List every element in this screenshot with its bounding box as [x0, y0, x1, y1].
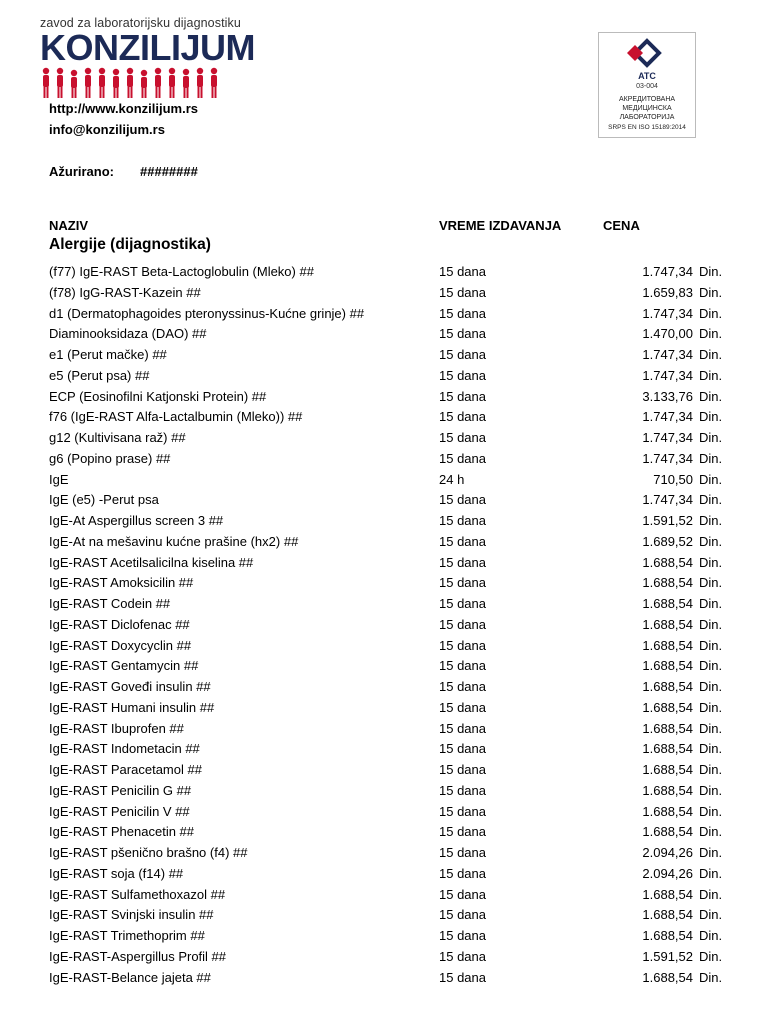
accreditation-badge	[598, 32, 696, 138]
currency: Din.	[699, 658, 723, 674]
table-row	[0, 366, 768, 387]
price: 1.688,54	[642, 762, 693, 777]
price: 1.470,00	[642, 326, 693, 342]
price: 1.688,54	[642, 616, 693, 632]
currency: Din.	[699, 450, 723, 466]
email-link[interactable]: info@konzilijum.rs	[49, 122, 165, 137]
turnaround-time: 15 dana	[439, 658, 486, 674]
cert-line-3: ЛАБОРАТОРИЈА	[619, 114, 675, 121]
price: 1.688,54	[642, 928, 693, 943]
test-name: IgE-RAST Trimethoprim ##	[49, 928, 205, 943]
table-row	[0, 677, 768, 698]
table-row	[0, 719, 768, 740]
test-name: (f78) IgG-RAST-Kazein ##	[49, 284, 201, 300]
turnaround-time: 15 dana	[439, 865, 486, 881]
test-name: IgE-At na mešavinu kućne prašine (hx2) ##	[49, 533, 299, 549]
test-name: IgE-RAST Penicilin V ##	[49, 803, 190, 819]
test-name: d1 (Dermatophagoides pteronyssinus-Kućne grinje) ##	[49, 305, 365, 321]
table-row	[0, 553, 768, 574]
test-name: IgE-RAST Doxycyclin ##	[49, 637, 192, 653]
price: 1.688,54	[642, 699, 693, 715]
table-row	[0, 345, 768, 366]
turnaround-time: 15 dana	[439, 513, 486, 528]
test-name: g12 (Kultivisana raž) ##	[49, 430, 186, 445]
website-link[interactable]: http://www.konzilijum.rs	[49, 101, 199, 116]
updated-value: ########	[140, 164, 198, 179]
test-name: IgE (e5) -Perut psa	[49, 492, 159, 508]
currency: Din.	[699, 969, 723, 985]
price: 1.689,52	[642, 533, 693, 549]
currency: Din.	[699, 575, 723, 591]
currency: Din.	[699, 720, 723, 736]
price: 1.688,54	[642, 907, 693, 923]
currency: Din.	[699, 430, 723, 445]
turnaround-time: 15 dana	[439, 782, 486, 798]
table-row	[0, 843, 768, 864]
price: 1.688,54	[642, 782, 693, 798]
turnaround-time: 15 dana	[439, 679, 486, 694]
currency: Din.	[699, 616, 723, 632]
table-row	[0, 926, 768, 947]
price: 1.688,54	[642, 803, 693, 819]
cert-line-2: МЕДИЦИНСКА	[622, 105, 672, 112]
test-name: IgE-RAST-Belance jajeta ##	[49, 969, 211, 985]
currency: Din.	[699, 762, 723, 777]
currency: Din.	[699, 679, 723, 694]
turnaround-time: 15 dana	[439, 824, 486, 840]
price: 1.747,34	[642, 347, 693, 362]
turnaround-time: 15 dana	[439, 430, 486, 445]
test-name: IgE-RAST Goveđi insulin ##	[49, 679, 211, 694]
table-row	[0, 885, 768, 906]
currency: Din.	[699, 782, 723, 798]
currency: Din.	[699, 741, 723, 757]
table-row	[0, 449, 768, 470]
table-row	[0, 656, 768, 677]
currency: Din.	[699, 533, 723, 549]
table-row	[0, 511, 768, 532]
price: 2.094,26	[642, 845, 693, 860]
test-name: IgE-At Aspergillus screen 3 ##	[49, 513, 224, 528]
price: 710,50	[653, 471, 693, 487]
cert-number: 03-004	[636, 83, 658, 90]
table-row	[0, 739, 768, 760]
test-name: IgE-RAST Penicilin G ##	[49, 782, 192, 798]
turnaround-time: 15 dana	[439, 928, 486, 943]
test-name: IgE-RAST Humani insulin ##	[49, 699, 215, 715]
table-row	[0, 905, 768, 926]
turnaround-time: 15 dana	[439, 554, 486, 570]
turnaround-time: 15 dana	[439, 886, 486, 902]
table-row	[0, 760, 768, 781]
table-row	[0, 947, 768, 968]
currency: Din.	[699, 637, 723, 653]
currency: Din.	[699, 948, 723, 964]
price: 1.688,54	[642, 596, 693, 611]
table-row	[0, 532, 768, 553]
test-name: IgE-RAST Paracetamol ##	[49, 762, 202, 777]
price: 1.747,34	[642, 367, 693, 383]
table-row	[0, 573, 768, 594]
brand-logo	[40, 16, 255, 100]
currency: Din.	[699, 264, 723, 279]
currency: Din.	[699, 845, 723, 860]
currency: Din.	[699, 367, 723, 383]
table-row	[0, 802, 768, 823]
currency: Din.	[699, 492, 723, 508]
price: 1.688,54	[642, 824, 693, 840]
table-row	[0, 636, 768, 657]
price: 1.688,54	[642, 741, 693, 757]
updated-label: Ažurirano:	[49, 164, 114, 179]
atc-logo-icon	[599, 35, 695, 75]
test-name: IgE-RAST Diclofenac ##	[49, 616, 190, 632]
turnaround-time: 15 dana	[439, 907, 486, 923]
turnaround-time: 15 dana	[439, 305, 486, 321]
turnaround-time: 15 dana	[439, 367, 486, 383]
table-row	[0, 324, 768, 345]
column-header-price: CENA	[603, 218, 640, 233]
price: 1.688,54	[642, 969, 693, 985]
turnaround-time: 15 dana	[439, 762, 486, 777]
turnaround-time: 15 dana	[439, 741, 486, 757]
price: 1.688,54	[642, 658, 693, 674]
price: 1.688,54	[642, 637, 693, 653]
turnaround-time: 15 dana	[439, 803, 486, 819]
table-row	[0, 968, 768, 989]
turnaround-time: 15 dana	[439, 409, 486, 425]
turnaround-time: 15 dana	[439, 492, 486, 508]
table-row	[0, 822, 768, 843]
logo-wordmark: KONZILIJUM	[40, 27, 255, 68]
table-row	[0, 283, 768, 304]
price: 2.094,26	[642, 865, 693, 881]
price: 1.747,34	[642, 492, 693, 508]
turnaround-time: 15 dana	[439, 616, 486, 632]
turnaround-time: 15 dana	[439, 637, 486, 653]
turnaround-time: 15 dana	[439, 284, 486, 300]
currency: Din.	[699, 471, 723, 487]
test-name: IgE-RAST Svinjski insulin ##	[49, 907, 214, 923]
turnaround-time: 15 dana	[439, 264, 486, 279]
test-name: IgE-RAST Ibuprofen ##	[49, 720, 184, 736]
turnaround-time: 15 dana	[439, 347, 486, 362]
currency: Din.	[699, 865, 723, 881]
test-name: Diaminooksidaza (DAO) ##	[49, 326, 207, 342]
currency: Din.	[699, 513, 723, 528]
turnaround-time: 15 dana	[439, 948, 486, 964]
test-name: g6 (Popino prase) ##	[49, 450, 171, 466]
price: 1.747,34	[642, 430, 693, 445]
test-name: e5 (Perut psa) ##	[49, 367, 150, 383]
table-row	[0, 615, 768, 636]
price: 1.747,34	[642, 450, 693, 466]
turnaround-time: 15 dana	[439, 533, 486, 549]
turnaround-time: 15 dana	[439, 388, 486, 404]
section-title: Alergije (dijagnostika)	[49, 236, 211, 253]
price: 1.747,34	[642, 409, 693, 425]
table-row	[0, 428, 768, 449]
currency: Din.	[699, 284, 723, 300]
table-row	[0, 594, 768, 615]
currency: Din.	[699, 907, 723, 923]
table-row	[0, 781, 768, 802]
table-row	[0, 490, 768, 511]
cert-line-1: АКРЕДИТОВАНА	[618, 96, 676, 103]
price: 1.688,54	[642, 575, 693, 591]
column-header-time: VREME IZDAVANJA	[439, 218, 562, 233]
turnaround-time: 15 dana	[439, 969, 486, 985]
price: 1.591,52	[642, 948, 693, 964]
cert-code: ATC	[638, 71, 656, 81]
cert-standard: SRPS EN ISO 15189:2014	[608, 124, 686, 131]
currency: Din.	[699, 305, 723, 321]
test-name: IgE-RAST Indometacin ##	[49, 741, 200, 757]
test-name: e1 (Perut mačke) ##	[49, 347, 167, 362]
price: 1.659,83	[642, 284, 693, 300]
test-name: f76 (IgE-RAST Alfa-Lactalbumin (Mleko)) ##	[49, 409, 303, 425]
turnaround-time: 15 dana	[439, 326, 486, 342]
currency: Din.	[699, 928, 723, 943]
test-name: IgE-RAST Sulfamethoxazol ##	[49, 886, 226, 902]
currency: Din.	[699, 554, 723, 570]
currency: Din.	[699, 347, 723, 362]
table-row	[0, 262, 768, 283]
turnaround-time: 15 dana	[439, 699, 486, 715]
price: 1.747,34	[642, 264, 693, 279]
currency: Din.	[699, 803, 723, 819]
currency: Din.	[699, 326, 723, 342]
currency: Din.	[699, 699, 723, 715]
price: 1.688,54	[642, 679, 693, 694]
test-name: IgE-RAST Acetilsalicilna kiselina ##	[49, 554, 254, 570]
logo-tagline: zavod za laboratorijsku dijagnostiku	[40, 16, 241, 30]
price: 1.688,54	[642, 886, 693, 902]
price: 1.747,34	[642, 305, 693, 321]
currency: Din.	[699, 886, 723, 902]
turnaround-time: 15 dana	[439, 596, 486, 611]
table-row	[0, 407, 768, 428]
table-row	[0, 864, 768, 885]
table-row	[0, 387, 768, 408]
price: 1.591,52	[642, 513, 693, 528]
price: 1.688,54	[642, 554, 693, 570]
test-name: ECP (Eosinofilni Katjonski Protein) ##	[49, 388, 267, 404]
turnaround-time: 24 h	[439, 471, 465, 487]
column-header-name: NAZIV	[49, 218, 88, 233]
test-name: IgE-RAST Gentamycin ##	[49, 658, 199, 674]
price-list	[0, 262, 768, 988]
table-row	[0, 698, 768, 719]
currency: Din.	[699, 388, 723, 404]
test-name: IgE-RAST Codein ##	[49, 596, 171, 611]
table-row	[0, 304, 768, 325]
currency: Din.	[699, 409, 723, 425]
turnaround-time: 15 dana	[439, 845, 486, 860]
people-silhouettes-icon	[40, 66, 226, 100]
price: 3.133,76	[642, 388, 693, 404]
turnaround-time: 15 dana	[439, 575, 486, 591]
test-name: IgE	[49, 471, 69, 487]
currency: Din.	[699, 824, 723, 840]
turnaround-time: 15 dana	[439, 450, 486, 466]
currency: Din.	[699, 596, 723, 611]
test-name: IgE-RAST Phenacetin ##	[49, 824, 195, 840]
turnaround-time: 15 dana	[439, 720, 486, 736]
test-name: IgE-RAST pšenično brašno (f4) ##	[49, 845, 248, 860]
test-name: (f77) IgE-RAST Beta-Lactoglobulin (Mleko) ##	[49, 264, 314, 279]
table-row	[0, 470, 768, 491]
test-name: IgE-RAST soja (f14) ##	[49, 865, 184, 881]
price: 1.688,54	[642, 720, 693, 736]
test-name: IgE-RAST-Aspergillus Profil ##	[49, 948, 227, 964]
test-name: IgE-RAST Amoksicilin ##	[49, 575, 194, 591]
